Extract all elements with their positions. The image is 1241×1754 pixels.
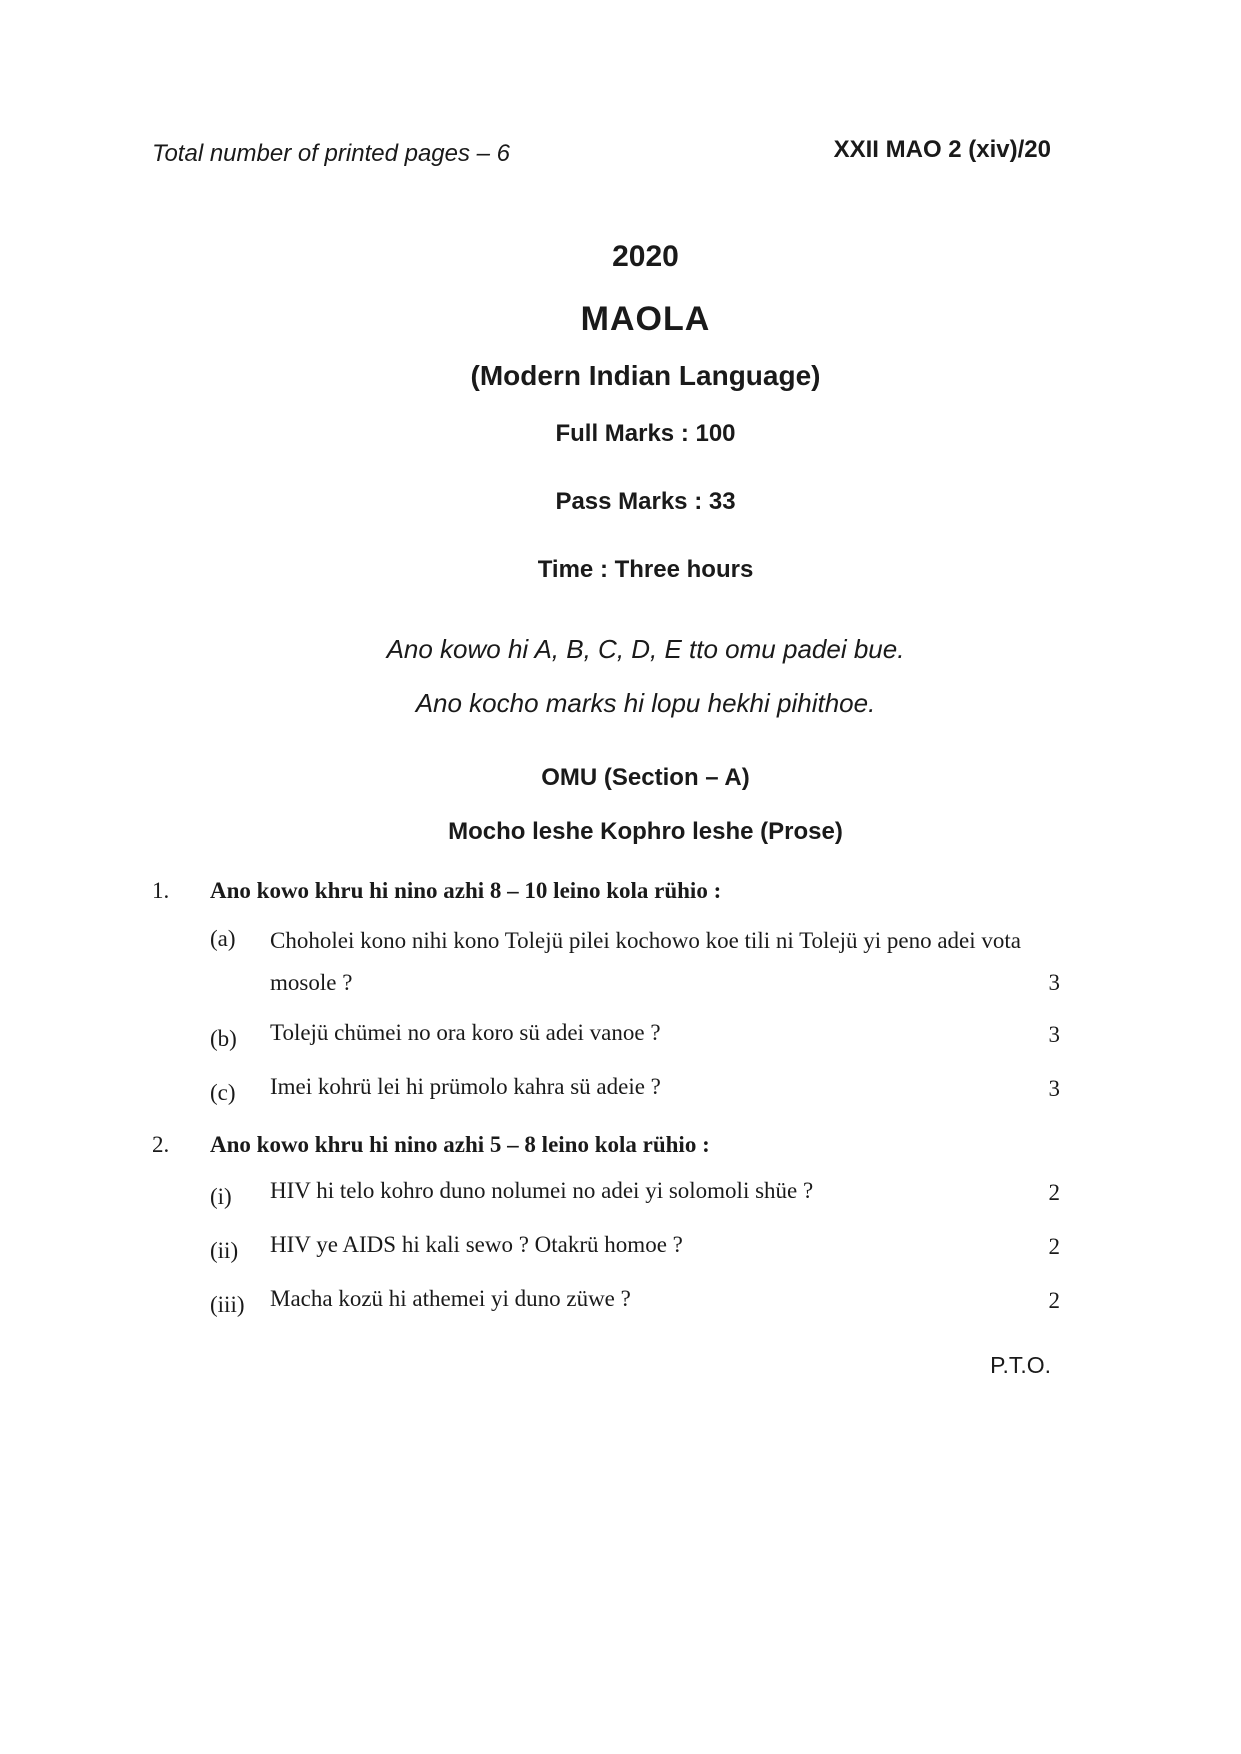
section-subtitle: Mocho leshe Kophro leshe (Prose) [448,818,843,845]
subject-title: MAOLA [580,300,711,338]
part-text: Macha kozü hi athemei yi duno züwe ? [270,1286,631,1311]
part-label: (i) [210,1184,232,1209]
instruction-2: Ano kocho marks hi lopu hekhi pihithoe. [415,688,876,718]
part-label: (a) [210,926,236,951]
part-label: (iii) [210,1292,245,1317]
question-text: Ano kowo khru hi nino azhi 8 – 10 leino kola rühio : [210,878,722,903]
instruction-1: Ano kowo hi A, B, C, D, E tto omu padei bue. [386,634,905,664]
exam-time: Time : Three hours [537,556,754,583]
part-marks: 3 [1048,1076,1060,1101]
question-number: 2. [152,1132,170,1157]
part-marks: 3 [1048,1022,1060,1047]
part-label: (ii) [210,1238,239,1263]
part-text: HIV hi telo kohro duno nolumei no adei yi solomoli shüe ? [270,1178,814,1203]
part-marks: 2 [1048,1288,1060,1313]
part-label: (b) [210,1026,237,1051]
paper-code: XXII MAO 2 (xiv)/20 [833,136,1051,163]
question-number: 1. [152,878,170,903]
question-1-part-a [210,926,1060,1016]
part-marks: 2 [1048,1234,1060,1259]
full-marks: Full Marks : 100 [555,420,736,447]
exam-year: 2020 [612,240,679,273]
pass-marks: Pass Marks : 33 [555,488,736,515]
part-text: Tolejü chümei no ora koro sü adei vanoe ? [270,1020,661,1045]
part-label: (c) [210,1080,236,1105]
subject-subtitle: (Modern Indian Language) [470,360,821,391]
section-title: OMU (Section – A) [541,764,750,791]
part-text: Imei kohrü lei hi prümolo kahra sü adeie ? [270,1074,661,1099]
please-turn-over: P.T.O. [990,1352,1051,1378]
question-text: Ano kowo khru hi nino azhi 5 – 8 leino kola rühio : [210,1132,710,1157]
printed-pages-note: Total number of printed pages – 6 [152,140,511,167]
part-marks: 3 [1048,970,1060,995]
part-text: Choholei kono nihi kono Tolejü pilei kochowo koe tili ni Tolejü yi peno adei vota mosole ? [270,928,1022,995]
part-text: HIV ye AIDS hi kali sewo ? Otakrü homoe ? [270,1232,683,1257]
part-marks: 2 [1048,1180,1060,1205]
